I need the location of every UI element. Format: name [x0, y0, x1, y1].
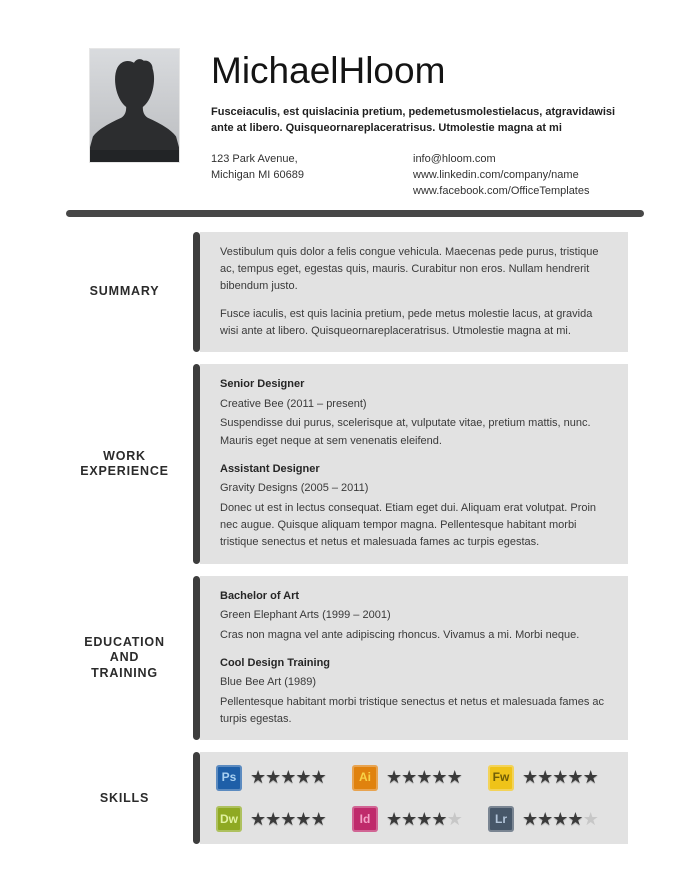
linkedin-text: www.linkedin.com/company/name [413, 169, 579, 182]
degree-title: Bachelor of Art [220, 589, 300, 602]
rating-stars [522, 763, 598, 791]
summary-label [56, 232, 193, 353]
degree-title: Cool Design Training [220, 656, 331, 669]
star-icon: ★ [386, 767, 402, 788]
star-icon: ★ [522, 767, 538, 788]
star-icon: ★ [552, 767, 568, 788]
job-title: Assistant Designer [220, 462, 320, 475]
lightroom-icon: Lr [488, 806, 514, 832]
person-silhouette-icon [90, 49, 179, 162]
star-icon: ★ [446, 767, 462, 788]
skill-photoshop [216, 763, 342, 791]
education-description: Pellentesque habitant morbi tristique senectus et netus et malesuada fames ac turpis egestas. [220, 695, 605, 726]
job-description: Suspendisse dui purus, scelerisque at, vulputate vitae, pretium mattis, nunc. Mauris eget neque at sem venenatis eleifend. [220, 417, 591, 447]
star-icon: ★ [567, 808, 583, 829]
skill-lightroom [488, 805, 614, 833]
sections [56, 232, 628, 845]
star-icon: ★ [552, 808, 568, 829]
work-experience-box [200, 364, 628, 563]
tagline: Fusceiaculis, est quislacinia pretium, pedemetusmolestielacus, atgravidawisi ante at libero. Quisqueornareplaceratrisus. Utmolestie magna at mi [211, 105, 616, 134]
summary-box [200, 232, 628, 353]
skills-label [56, 752, 193, 844]
education-entry [220, 588, 610, 644]
star-icon: ★ [446, 808, 462, 829]
star-icon: ★ [522, 808, 538, 829]
skills-label-line: SKILLS [99, 790, 150, 805]
contact-links [413, 152, 589, 201]
skills-section [56, 752, 628, 844]
star-icon: ★ [310, 808, 326, 829]
skill-fireworks [488, 763, 614, 791]
rating-stars [250, 763, 326, 791]
job-description: Donec ut est in lectus consequat. Etiam eget dui. Aliquam erat volutpat. Proin nec augue. Quisque aliquam tempor magna. Pellentesque habitant morbi tristique senectus et netus et malesuada fames ac turpis egestas. [220, 501, 597, 549]
illustrator-icon: Ai [352, 765, 378, 791]
work-experience-section [56, 364, 628, 563]
profile-photo-placeholder [89, 48, 180, 163]
star-icon: ★ [280, 808, 296, 829]
dreamweaver-icon: Dw [216, 806, 242, 832]
education-box [200, 576, 628, 741]
star-icon: ★ [295, 767, 311, 788]
star-icon: ★ [310, 767, 326, 788]
skill-dreamweaver [216, 805, 342, 833]
school-name: Green Elephant Arts (1999 – 2001) [220, 609, 391, 622]
summary-label-line: SUMMARY [89, 284, 160, 299]
star-icon: ★ [582, 808, 598, 829]
education-label-line: TRAINING [91, 665, 158, 680]
summary-accent-bar [193, 232, 200, 353]
work-label-line: WORK [103, 448, 146, 463]
email-text: info@hloom.com [413, 152, 496, 165]
skills-grid [216, 763, 614, 833]
skill-illustrator [352, 763, 478, 791]
star-icon: ★ [401, 767, 417, 788]
star-icon: ★ [582, 767, 598, 788]
job-organization: Creative Bee (2011 – present) [220, 397, 367, 410]
star-icon: ★ [386, 808, 402, 829]
work-experience-label [56, 364, 193, 563]
job-title: Senior Designer [220, 378, 305, 391]
star-icon: ★ [537, 808, 553, 829]
summary-paragraph: Vestibulum quis dolor a felis congue vehicula. Maecenas pede purus, tristique ac, tempus eget, egestas quis, mauris. Curabitur non eros. Nullam hendrerit bibendum justo. [220, 245, 599, 293]
star-icon: ★ [250, 808, 266, 829]
summary-paragraph: Fusce iaculis, est quis lacinia pretium, pede metus molestie lacus, at gravida wisi ante at libero. Quisqueornareplaceratrisus. Utmolestie magna at mi. [220, 307, 593, 338]
star-icon: ★ [416, 808, 432, 829]
education-description: Cras non magna vel ante adipiscing rhoncus. Vivamus a mi. Morbi neque. [220, 628, 580, 641]
star-icon: ★ [280, 767, 296, 788]
education-section [56, 576, 628, 741]
star-icon: ★ [265, 808, 281, 829]
skill-indesign [352, 805, 478, 833]
work-label-line: EXPERIENCE [80, 464, 169, 479]
star-icon: ★ [250, 767, 266, 788]
contact-row [211, 152, 640, 201]
person-name: MichaelHloom [211, 50, 446, 91]
star-icon: ★ [431, 808, 447, 829]
rating-stars [250, 805, 326, 833]
rating-stars [386, 805, 462, 833]
school-name: Blue Bee Art (1989) [220, 676, 317, 689]
rating-stars [386, 763, 462, 791]
job-entry [220, 376, 610, 450]
star-icon: ★ [537, 767, 553, 788]
photo-bottom-strip [90, 150, 179, 162]
star-icon: ★ [265, 767, 281, 788]
job-organization: Gravity Designs (2005 – 2011) [220, 482, 369, 495]
skills-box [200, 752, 628, 844]
header [89, 48, 640, 201]
work-accent-bar [193, 364, 200, 563]
address-line-1: 123 Park Avenue, [211, 152, 298, 165]
star-icon: ★ [416, 767, 432, 788]
address-block [211, 152, 413, 201]
summary-section [56, 232, 628, 353]
facebook-text: www.facebook.com/OfficeTemplates [413, 185, 590, 198]
education-entry [220, 655, 610, 729]
education-accent-bar [193, 576, 200, 741]
job-entry [220, 461, 610, 552]
rating-stars [522, 805, 598, 833]
star-icon: ★ [401, 808, 417, 829]
education-label [56, 576, 193, 741]
photoshop-icon: Ps [216, 765, 242, 791]
address-line-2: Michigan MI 60689 [211, 169, 304, 182]
header-divider [66, 210, 644, 217]
header-info [211, 48, 640, 201]
star-icon: ★ [295, 808, 311, 829]
star-icon: ★ [567, 767, 583, 788]
fireworks-icon: Fw [488, 765, 514, 791]
skills-accent-bar [193, 752, 200, 844]
education-label-line: EDUCATION [84, 634, 165, 649]
star-icon: ★ [431, 767, 447, 788]
indesign-icon: Id [352, 806, 378, 832]
education-label-line: AND [109, 650, 140, 665]
